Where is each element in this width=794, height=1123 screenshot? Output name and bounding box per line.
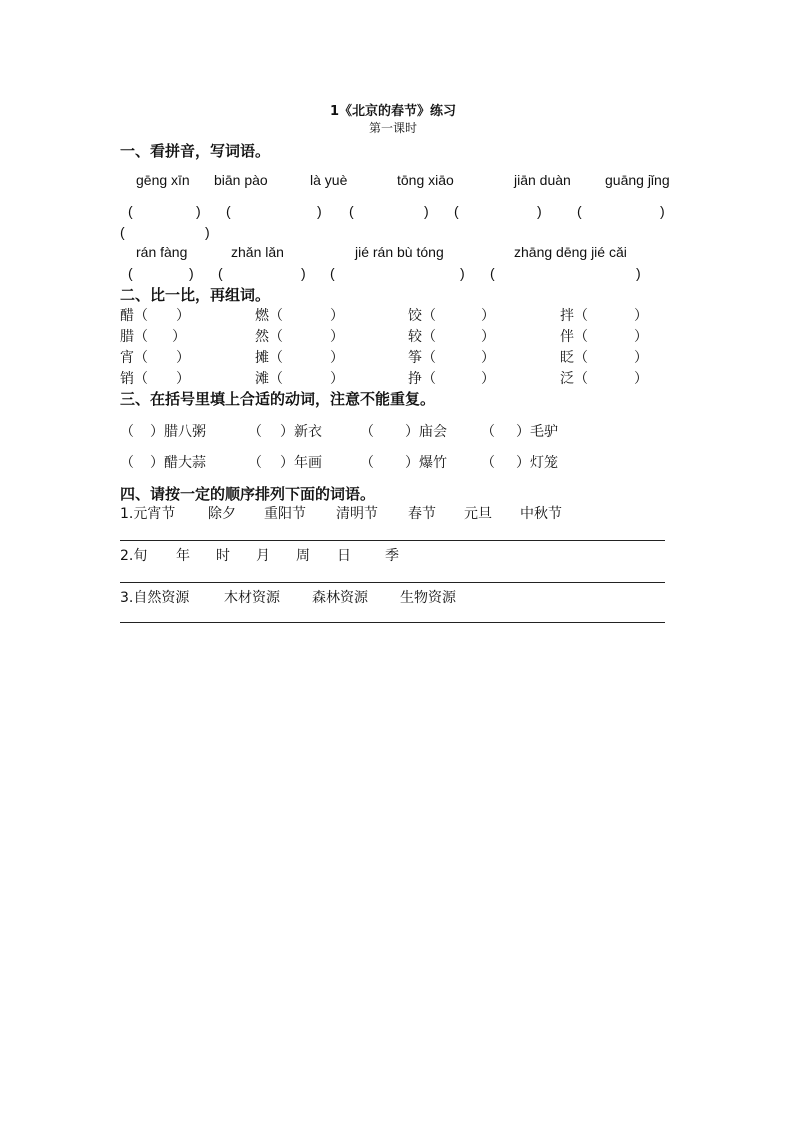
verb-phrase: ）庙会 [405, 424, 447, 440]
pinyin: guāng jǐng [605, 172, 670, 188]
answer-bracket-close: ) [189, 265, 194, 281]
answer-bracket-close: ) [205, 224, 210, 240]
answer-bracket-close: ) [537, 203, 542, 219]
answer-blank[interactable]: ） [634, 308, 648, 324]
answer-blank[interactable]: （ [248, 424, 262, 440]
section-2-heading: 二、比一比，再组词。 [120, 286, 271, 304]
word-item: 3.自然资源 [120, 590, 190, 606]
pinyin: gēng xīn [136, 172, 190, 188]
answer-bracket-close: ) [636, 265, 641, 281]
verb-phrase: ）灯笼 [516, 455, 558, 471]
word-item: 生物资源 [400, 590, 456, 606]
word-item: 1.元宵节 [120, 506, 176, 522]
answer-blank[interactable]: ） [481, 329, 495, 345]
compare-char: 然（ [255, 329, 283, 345]
pinyin: là yuè [310, 172, 348, 188]
answer-blank[interactable]: （ [248, 455, 262, 471]
compare-char: 伴（ [560, 329, 588, 345]
answer-bracket-close: ) [424, 203, 429, 219]
answer-blank[interactable]: （ [360, 424, 374, 440]
answer-bracket-open[interactable]: ( [128, 203, 133, 219]
answer-blank[interactable]: ） [330, 308, 344, 324]
compare-char: 销（ [120, 371, 148, 387]
word-item: 日 [337, 548, 351, 564]
answer-bracket-open[interactable]: ( [454, 203, 459, 219]
answer-line[interactable] [120, 622, 665, 623]
pinyin: zhǎn lǎn [231, 244, 284, 260]
answer-blank[interactable]: （ [120, 455, 134, 471]
verb-phrase: ）毛驴 [516, 424, 558, 440]
answer-blank[interactable]: ） [330, 371, 344, 387]
answer-blank[interactable]: ） [176, 308, 190, 324]
compare-char: 较（ [408, 329, 436, 345]
answer-bracket-close: ) [317, 203, 322, 219]
answer-bracket-close: ) [660, 203, 665, 219]
answer-line[interactable] [120, 540, 665, 541]
answer-blank[interactable]: ） [176, 371, 190, 387]
answer-bracket-open[interactable]: ( [120, 224, 125, 240]
answer-bracket-close: ) [460, 265, 465, 281]
section-3-heading: 三、在括号里填上合适的动词，注意不能重复。 [120, 390, 436, 408]
word-item: 时 [216, 548, 230, 564]
answer-blank[interactable]: ） [481, 350, 495, 366]
answer-bracket-open[interactable]: ( [330, 265, 335, 281]
answer-blank[interactable]: （ [481, 455, 495, 471]
compare-char: 拌（ [560, 308, 588, 324]
verb-phrase: ）爆竹 [405, 455, 447, 471]
answer-bracket-open[interactable]: ( [226, 203, 231, 219]
answer-bracket-open[interactable]: ( [349, 203, 354, 219]
compare-char: 眨（ [560, 350, 588, 366]
word-item: 周 [296, 548, 310, 564]
compare-char: 挣（ [408, 371, 436, 387]
pinyin: tōng xiāo [397, 172, 454, 188]
answer-bracket-open[interactable]: ( [218, 265, 223, 281]
answer-blank[interactable]: ） [330, 329, 344, 345]
compare-char: 宵（ [120, 350, 148, 366]
verb-phrase: ）年画 [280, 455, 322, 471]
section-1-heading: 一、看拼音，写词语。 [120, 142, 271, 160]
section-4-heading: 四、请按一定的顺序排列下面的词语。 [120, 485, 376, 503]
verb-phrase: ）腊八粥 [150, 424, 206, 440]
word-item: 月 [256, 548, 270, 564]
compare-char: 醋（ [120, 308, 148, 324]
word-item: 除夕 [208, 506, 236, 522]
answer-blank[interactable]: ） [634, 350, 648, 366]
verb-phrase: ）醋大蒜 [150, 455, 206, 471]
answer-bracket-close: ) [196, 203, 201, 219]
answer-blank[interactable]: ） [176, 350, 190, 366]
word-item: 中秋节 [520, 506, 562, 522]
answer-bracket-open[interactable]: ( [128, 265, 133, 281]
answer-blank[interactable]: ） [634, 329, 648, 345]
word-item: 元旦 [464, 506, 492, 522]
compare-char: 筝（ [408, 350, 436, 366]
answer-blank[interactable]: （ [120, 424, 134, 440]
word-item: 森林资源 [312, 590, 368, 606]
word-item: 2.旬 [120, 548, 148, 564]
pinyin: jié rán bù tóng [355, 244, 444, 260]
pinyin: jiān duàn [514, 172, 571, 188]
answer-blank[interactable]: ） [172, 329, 186, 345]
compare-char: 饺（ [408, 308, 436, 324]
answer-bracket-open[interactable]: ( [490, 265, 495, 281]
pinyin: biān pào [214, 172, 268, 188]
answer-bracket-close: ) [301, 265, 306, 281]
answer-blank[interactable]: ） [634, 371, 648, 387]
answer-blank[interactable]: （ [481, 424, 495, 440]
word-item: 季 [385, 548, 399, 564]
compare-char: 腊（ [120, 329, 148, 345]
compare-char: 滩（ [255, 371, 283, 387]
worksheet-subtitle: 第一课时 [369, 121, 418, 135]
answer-blank[interactable]: ） [481, 308, 495, 324]
answer-blank[interactable]: ） [481, 371, 495, 387]
answer-bracket-open[interactable]: ( [577, 203, 582, 219]
pinyin: rán fàng [136, 244, 188, 260]
word-item: 木材资源 [224, 590, 280, 606]
answer-blank[interactable]: ） [330, 350, 344, 366]
compare-char: 摊（ [255, 350, 283, 366]
verb-phrase: ）新衣 [280, 424, 322, 440]
worksheet-title: 1《北京的春节》练习 [330, 104, 457, 119]
word-item: 春节 [408, 506, 436, 522]
pinyin: zhāng dēng jié cǎi [514, 244, 627, 260]
word-item: 清明节 [336, 506, 378, 522]
word-item: 年 [176, 548, 190, 564]
compare-char: 燃（ [255, 308, 283, 324]
answer-blank[interactable]: （ [360, 455, 374, 471]
answer-line[interactable] [120, 582, 665, 583]
compare-char: 泛（ [560, 371, 588, 387]
word-item: 重阳节 [264, 506, 306, 522]
